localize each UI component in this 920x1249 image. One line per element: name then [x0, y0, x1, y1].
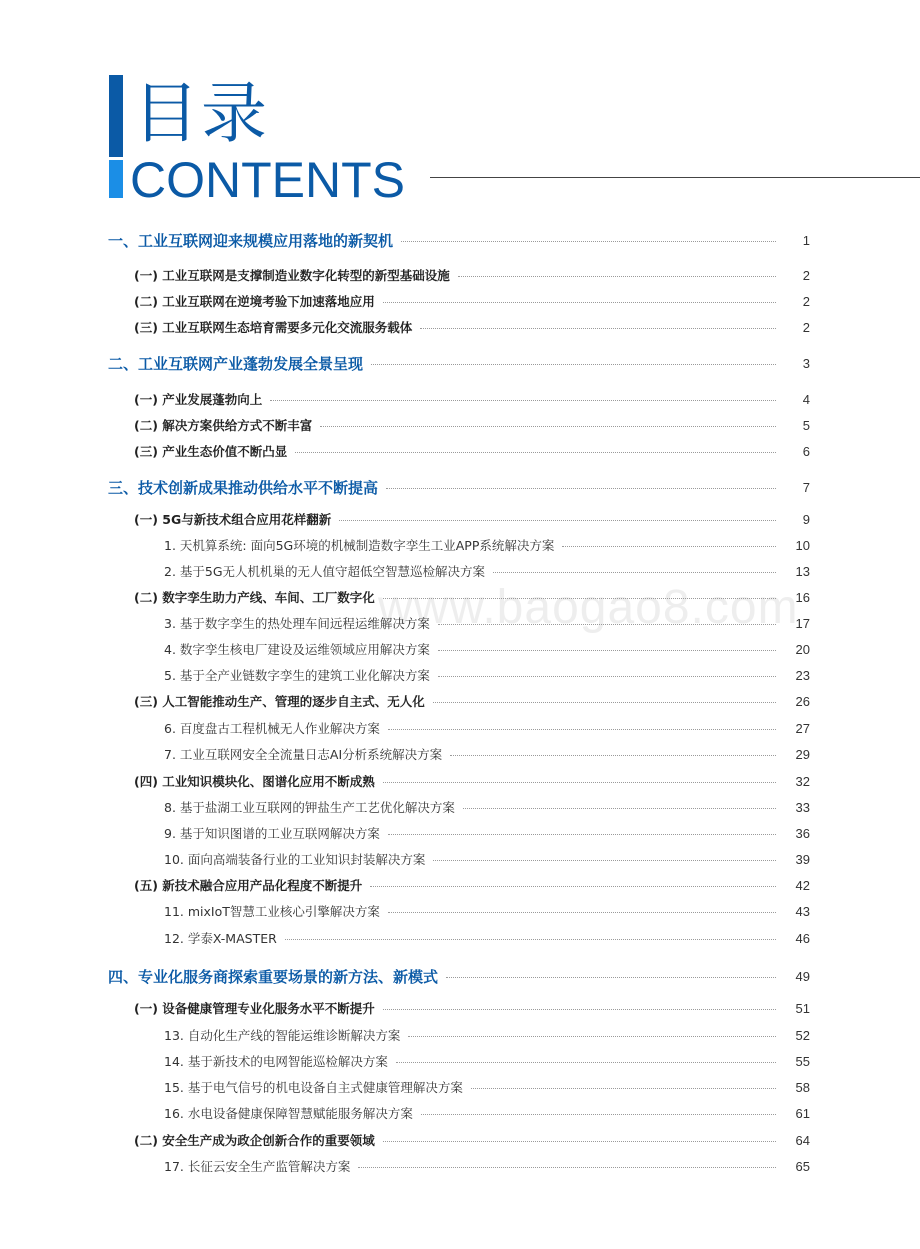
- toc-entry-title: 5. 基于全产业链数字孪生的建筑工业化解决方案: [164, 668, 430, 683]
- toc-subsection-entry[interactable]: [0, 900, 920, 922]
- toc-section-entry[interactable]: [0, 414, 920, 436]
- toc-subsection-entry[interactable]: [0, 1102, 920, 1124]
- toc-section-entry[interactable]: [0, 388, 920, 410]
- toc-entry-title: (一) 产业发展蓬勃向上: [134, 392, 263, 407]
- toc-page-number: 36: [795, 825, 810, 841]
- page-title-english: CONTENTS: [130, 152, 405, 208]
- toc-page-number: 61: [795, 1105, 810, 1121]
- toc-page-number: 3: [802, 355, 810, 371]
- toc-dot-leader: [396, 1062, 776, 1063]
- toc-dot-leader: [383, 1141, 776, 1142]
- toc-entry-title: 四、专业化服务商探索重要场景的新方法、新模式: [108, 967, 439, 986]
- toc-dot-leader: [438, 650, 776, 651]
- toc-subsection-entry[interactable]: [0, 664, 920, 686]
- toc-entry-title: (一) 5G与新技术组合应用花样翻新: [134, 512, 332, 527]
- toc-entry-title: 1. 天机算系统: 面向5G环境的机械制造数字孪生工业APP系统解决方案: [164, 538, 555, 553]
- toc-dot-leader: [383, 598, 776, 599]
- toc-subsection-entry[interactable]: [0, 560, 920, 582]
- toc-section-entry[interactable]: [0, 586, 920, 608]
- toc-subsection-entry[interactable]: [0, 927, 920, 949]
- toc-dot-leader: [446, 977, 776, 978]
- toc-page-number: 27: [795, 720, 810, 736]
- toc-page-number: 42: [795, 877, 810, 893]
- toc-section-entry[interactable]: [0, 690, 920, 712]
- toc-page-number: 55: [795, 1053, 810, 1069]
- toc-page-number: 2: [802, 319, 810, 335]
- toc-dot-leader: [295, 452, 776, 453]
- toc-entry-title: 3. 基于数字孪生的热处理车间远程运维解决方案: [164, 616, 430, 631]
- toc-dot-leader: [458, 276, 776, 277]
- toc-dot-leader: [493, 572, 776, 573]
- toc-entry-title: (三) 人工智能推动生产、管理的逐步自主式、无人化: [134, 694, 425, 709]
- toc-section-entry[interactable]: [0, 440, 920, 462]
- toc-dot-leader: [433, 702, 776, 703]
- toc-section-entry[interactable]: [0, 264, 920, 286]
- toc-page-number: 29: [795, 746, 810, 762]
- toc-entry-title: 2. 基于5G无人机机巢的无人值守超低空智慧巡检解决方案: [164, 564, 486, 579]
- toc-entry-title: 9. 基于知识图谱的工业互联网解决方案: [164, 826, 380, 841]
- toc-section-entry[interactable]: [0, 874, 920, 896]
- toc-dot-leader: [285, 939, 776, 940]
- toc-entry-title: (一) 设备健康管理专业化服务水平不断提升: [134, 1001, 375, 1016]
- toc-page-number: 2: [802, 293, 810, 309]
- toc-entry-title: 13. 自动化生产线的智能运维诊断解决方案: [164, 1028, 401, 1043]
- toc-page-number: 13: [795, 563, 810, 579]
- toc-page-number: 4: [802, 391, 810, 407]
- toc-entry-title: (二) 数字孪生助力产线、车间、工厂数字化: [134, 590, 375, 605]
- toc-page-number: 65: [795, 1158, 810, 1174]
- toc-subsection-entry[interactable]: [0, 1155, 920, 1177]
- toc-entry-title: 8. 基于盐湖工业互联网的钾盐生产工艺优化解决方案: [164, 800, 455, 815]
- toc-chapter-entry[interactable]: [0, 965, 920, 987]
- toc-page-number: 1: [802, 232, 810, 248]
- toc-subsection-entry[interactable]: [0, 612, 920, 634]
- toc-chapter-entry[interactable]: [0, 352, 920, 374]
- toc-dot-leader: [388, 834, 776, 835]
- toc-dot-leader: [408, 1036, 776, 1037]
- toc-dot-leader: [401, 241, 776, 242]
- toc-chapter-entry[interactable]: [0, 476, 920, 498]
- toc-subsection-entry[interactable]: [0, 534, 920, 556]
- toc-dot-leader: [420, 328, 776, 329]
- toc-entry-title: 14. 基于新技术的电网智能巡检解决方案: [164, 1054, 388, 1069]
- toc-entry-title: 二、工业互联网产业蓬勃发展全景呈现: [108, 354, 364, 373]
- toc-subsection-entry[interactable]: [0, 1050, 920, 1072]
- toc-dot-leader: [383, 302, 776, 303]
- toc-page-number: 5: [802, 417, 810, 433]
- toc-dot-leader: [388, 912, 776, 913]
- toc-subsection-entry[interactable]: [0, 1024, 920, 1046]
- toc-page-number: 6: [802, 443, 810, 459]
- toc-section-entry[interactable]: [0, 770, 920, 792]
- toc-page-number: 39: [795, 851, 810, 867]
- toc-entry-title: (四) 工业知识模块化、图谱化应用不断成熟: [134, 774, 375, 789]
- toc-dot-leader: [370, 886, 776, 887]
- toc-entry-title: 7. 工业互联网安全全流量日志AI分析系统解决方案: [164, 747, 443, 762]
- toc-page-number: 23: [795, 667, 810, 683]
- toc-dot-leader: [471, 1088, 776, 1089]
- toc-dot-leader: [371, 364, 776, 365]
- toc-entry-title: 11. mixIoT智慧工业核心引擎解决方案: [164, 904, 380, 919]
- toc-section-entry[interactable]: [0, 290, 920, 312]
- toc-page-number: 51: [795, 1000, 810, 1016]
- toc-page-number: 64: [795, 1132, 810, 1148]
- toc-dot-leader: [358, 1167, 776, 1168]
- watermark: www.baogao8.com: [378, 581, 799, 634]
- toc-entry-title: 12. 学泰X-MASTER: [164, 931, 277, 946]
- toc-entry-title: 一、工业互联网迎来规模应用落地的新契机: [108, 231, 394, 250]
- toc-dot-leader: [463, 808, 776, 809]
- toc-page-number: 9: [802, 511, 810, 527]
- toc-page-number: 46: [795, 930, 810, 946]
- toc-entry-title: 三、技术创新成果推动供给水平不断提高: [108, 478, 379, 497]
- toc-subsection-entry[interactable]: [0, 796, 920, 818]
- toc-page-number: 26: [795, 693, 810, 709]
- toc-subsection-entry[interactable]: [0, 638, 920, 660]
- toc-dot-leader: [438, 624, 776, 625]
- toc-dot-leader: [433, 860, 776, 861]
- toc-entry-title: 16. 水电设备健康保障智慧赋能服务解决方案: [164, 1106, 413, 1121]
- toc-entry-title: (三) 工业互联网生态培育需要多元化交流服务载体: [134, 320, 413, 335]
- toc-page-number: 32: [795, 773, 810, 789]
- toc-page-number: 16: [795, 589, 810, 605]
- toc-entry-title: (二) 解决方案供给方式不断丰富: [134, 418, 313, 433]
- toc-section-entry[interactable]: [0, 316, 920, 338]
- toc-page-number: 58: [795, 1079, 810, 1095]
- toc-dot-leader: [450, 755, 776, 756]
- toc-entry-title: (二) 安全生产成为政企创新合作的重要领域: [134, 1133, 375, 1148]
- toc-entry-title: (五) 新技术融合应用产品化程度不断提升: [134, 878, 363, 893]
- toc-page-number: 20: [795, 641, 810, 657]
- toc-entry-title: (一) 工业互联网是支撑制造业数字化转型的新型基础设施: [134, 268, 450, 283]
- toc-dot-leader: [339, 520, 776, 521]
- toc-section-entry[interactable]: [0, 1129, 920, 1151]
- toc-page-number: 2: [802, 267, 810, 283]
- toc-page-number: 10: [795, 537, 810, 553]
- toc-dot-leader: [270, 400, 776, 401]
- toc-entry-title: 17. 长征云安全生产监管解决方案: [164, 1159, 351, 1174]
- toc-subsection-entry[interactable]: [0, 717, 920, 739]
- toc-page-number: 7: [802, 479, 810, 495]
- toc-dot-leader: [388, 729, 776, 730]
- toc-page-number: 49: [795, 968, 810, 984]
- toc-subsection-entry[interactable]: [0, 848, 920, 870]
- toc-page-number: 33: [795, 799, 810, 815]
- toc-subsection-entry[interactable]: [0, 822, 920, 844]
- toc-dot-leader: [383, 1009, 776, 1010]
- toc-page-number: 43: [795, 903, 810, 919]
- toc-dot-leader: [562, 546, 776, 547]
- toc-page-number: 52: [795, 1027, 810, 1043]
- toc-dot-leader: [421, 1114, 776, 1115]
- toc-section-entry[interactable]: [0, 997, 920, 1019]
- toc-entry-title: (二) 工业互联网在逆境考验下加速落地应用: [134, 294, 375, 309]
- toc-entry-title: 4. 数字孪生核电厂建设及运维领域应用解决方案: [164, 642, 430, 657]
- toc-subsection-entry[interactable]: [0, 1076, 920, 1098]
- toc-dot-leader: [438, 676, 776, 677]
- toc-dot-leader: [383, 782, 776, 783]
- toc-chapter-entry[interactable]: [0, 229, 920, 251]
- toc-page-number: 17: [795, 615, 810, 631]
- toc-entry-title: 6. 百度盘古工程机械无人作业解决方案: [164, 721, 380, 736]
- toc-subsection-entry[interactable]: [0, 743, 920, 765]
- page-title-chinese: 目录: [133, 75, 269, 152]
- toc-entry-title: 15. 基于电气信号的机电设备自主式健康管理解决方案: [164, 1080, 463, 1095]
- toc-dot-leader: [386, 488, 776, 489]
- toc-section-entry[interactable]: [0, 508, 920, 530]
- toc-dot-leader: [320, 426, 776, 427]
- toc-entry-title: (三) 产业生态价值不断凸显: [134, 444, 288, 459]
- toc-entry-title: 10. 面向高端装备行业的工业知识封装解决方案: [164, 852, 426, 867]
